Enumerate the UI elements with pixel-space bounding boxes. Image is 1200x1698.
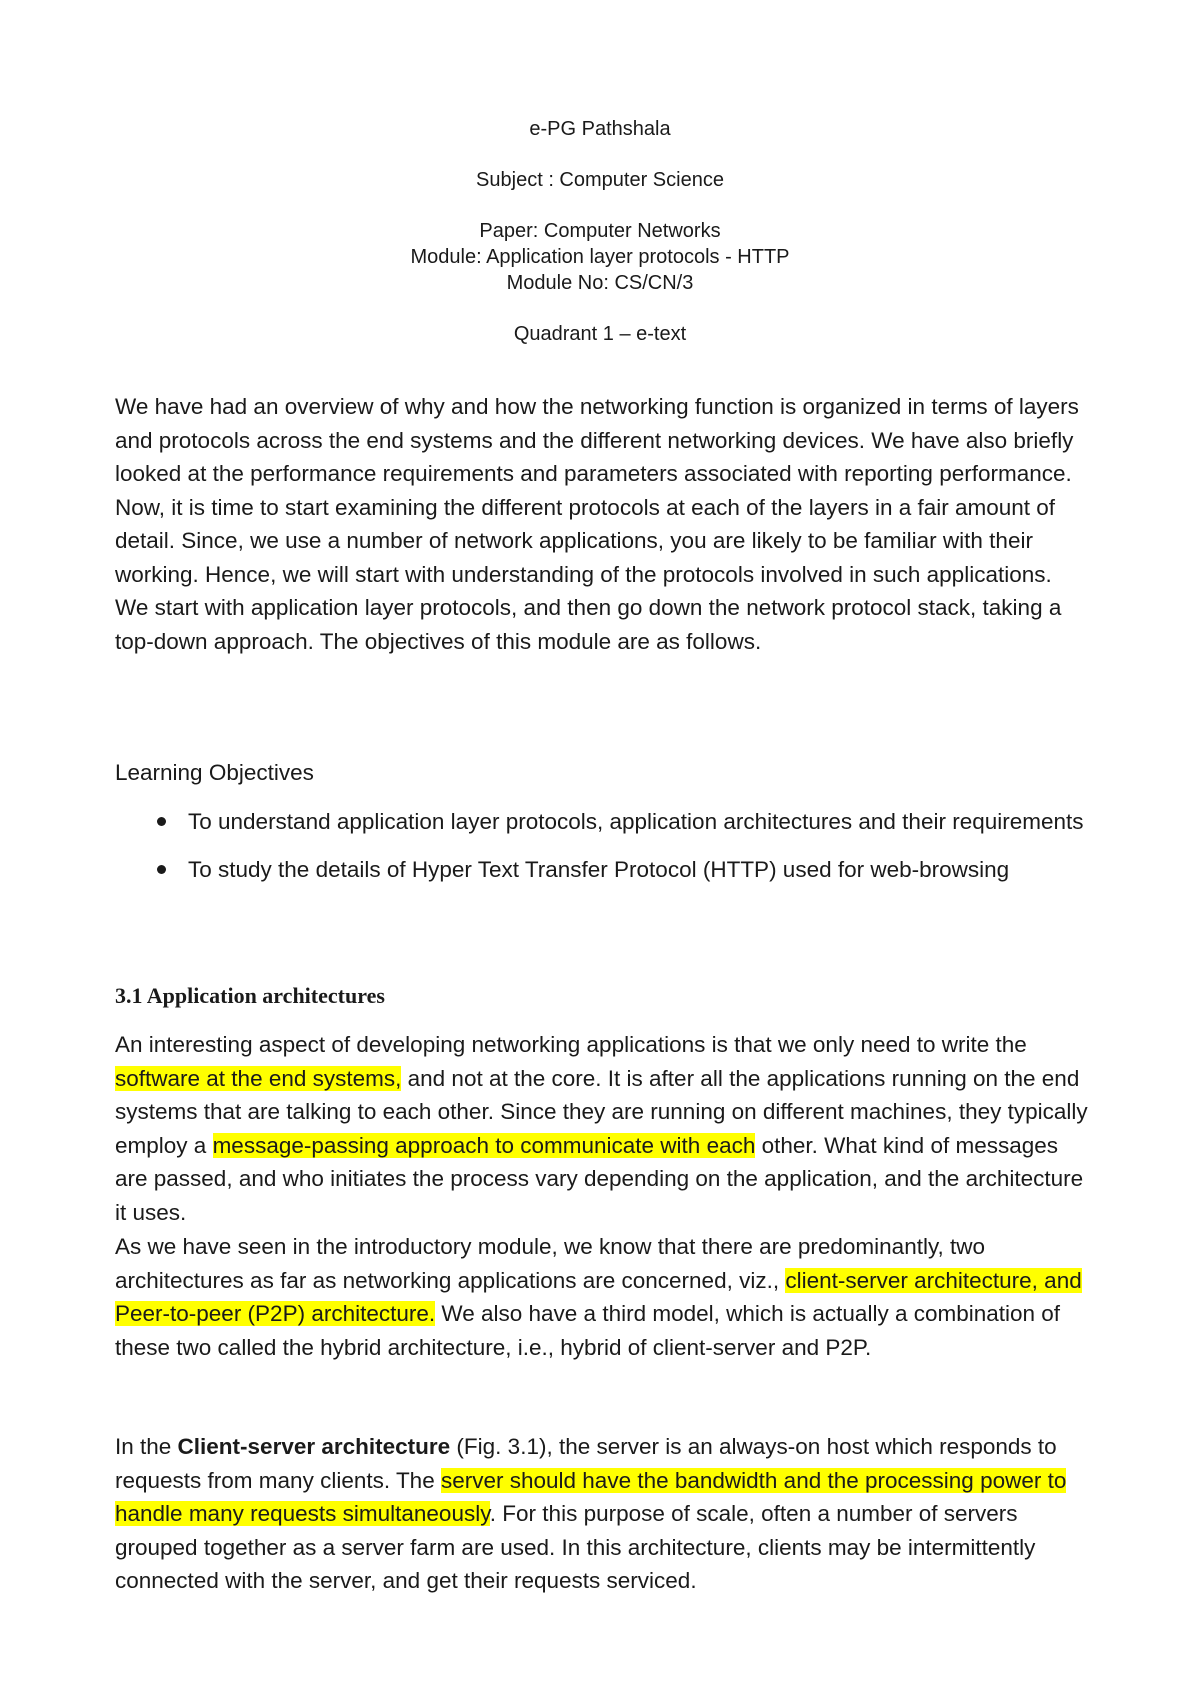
header-module-no: Module No: CS/CN/3 <box>506 272 694 294</box>
intro-paragraph: We have had an overview of why and how the networking function is organized in terms of layers and protocols across the end systems and the different networking devices. We have also briefly looked at the performance requirements and parameters associated with reporting performance. Now, it is time to start examining the different protocols at each of the layers in a fair amount of detail. Since, we use a number of network applications, you are likely to be familiar with their working. Hence, we will start with understanding of the protocols involved in such applications. We start with application layer protocols, and then go down the network protocol stack, taking a top-down approach. The objectives of this module are as follows. <box>115 394 1079 654</box>
header-subject: Subject : Computer Science <box>476 169 724 191</box>
bold-term: Client-server architecture <box>177 1434 451 1459</box>
header-block <box>0 167 1200 193</box>
list-item: To study the details of Hyper Text Transfer Protocol (HTTP) used for web-browsing <box>115 853 1090 887</box>
highlight: client-server architecture, and Peer-to-peer (P2P) architecture. <box>115 1267 1082 1326</box>
header-block <box>0 116 1200 142</box>
highlight: server should have the bandwidth and the processing power to handle many requests simultaneously <box>115 1467 1067 1526</box>
header-paper: Paper: Computer Networks <box>479 220 721 242</box>
objectives-list <box>115 805 1090 900</box>
bullet-icon <box>157 865 166 874</box>
header-module: Module: Application layer protocols - HTTP <box>410 246 790 268</box>
bullet-icon <box>157 817 166 826</box>
objectives-title: Learning Objectives <box>115 760 314 785</box>
section-heading: 3.1 Application architectures <box>115 983 385 1008</box>
section-paragraph-1: An interesting aspect of developing networking applications is that we only need to write the software at the end systems, and not at the core. It is after all the applications running on the end systems that are talking to each other. Since they are running on different machines, they typically employ a message-passing approach to communicate with each other. What kind of messages are passed, and who initiates the process vary depending on the application, and the architecture it uses. <box>115 1032 1088 1225</box>
header-title: e-PG Pathshala <box>529 118 671 140</box>
header-quadrant: Quadrant 1 – e-text <box>513 323 687 345</box>
section-paragraph-2: As we have seen in the introductory module, we know that there are predominantly, two architectures as far as networking applications are concerned, viz., client-server architecture, and Peer-to-peer (P2P) architecture. We also have a third model, which is actually a combination of these two called the hybrid architecture, i.e., hybrid of client-server and P2P. <box>115 1234 1082 1360</box>
list-item: To understand application layer protocols, application architectures and their requirements <box>115 805 1090 839</box>
highlight: software at the end systems, <box>115 1065 402 1091</box>
header-block <box>0 218 1200 296</box>
section-paragraph-3: In the Client-server architecture (Fig. 3.1), the server is an always-on host which responds to requests from many clients. The server should have the bandwidth and the processing power to handle many requests simultaneously. For this purpose of scale, often a number of servers grouped together as a server farm are used. In this architecture, clients may be intermittently connected with the server, and get their requests serviced. <box>115 1434 1067 1593</box>
highlight: message-passing approach to communicate with each <box>212 1132 756 1158</box>
header-block <box>0 321 1200 347</box>
